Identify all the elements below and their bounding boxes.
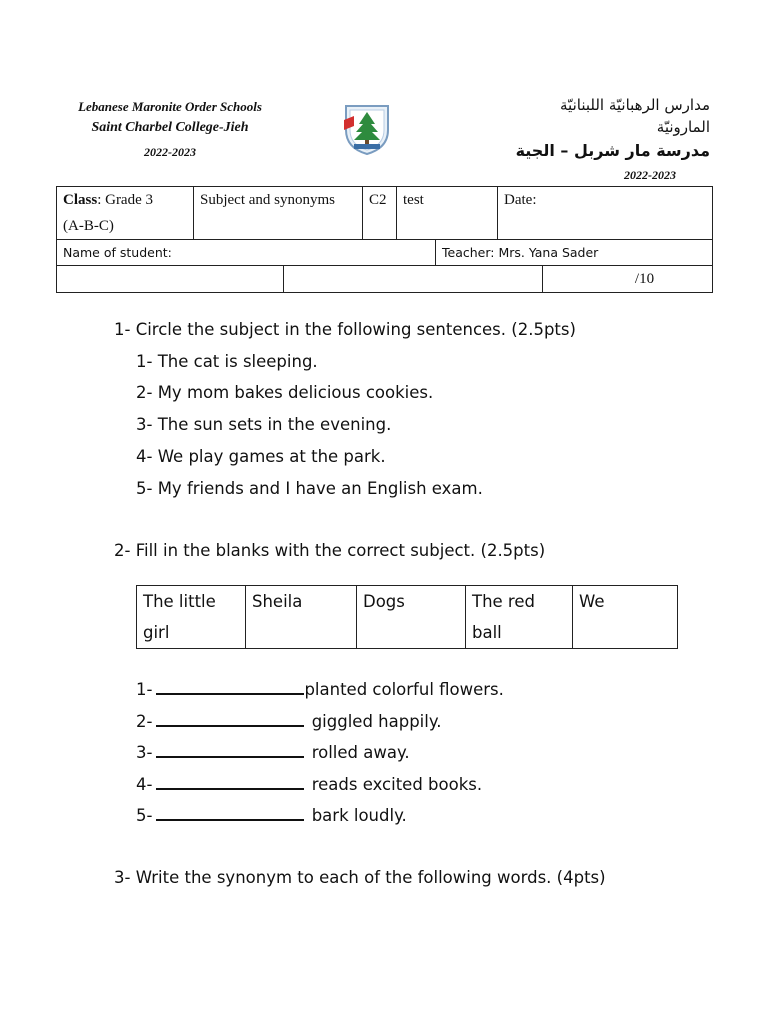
- answer-blank[interactable]: [156, 772, 304, 790]
- q1-sentence-4[interactable]: 4- We play games at the park.: [136, 447, 386, 466]
- q2-item-text: giggled happily.: [311, 712, 442, 731]
- class-label: Class: [63, 192, 98, 208]
- q2-item-3: [136, 740, 410, 762]
- school-year: 2022-2023: [144, 145, 196, 159]
- class-cell: [57, 187, 194, 240]
- q2-item-number: 1-: [136, 680, 153, 699]
- q2-item-2: [136, 709, 442, 731]
- q1-sentence-1[interactable]: 1- The cat is sleeping.: [136, 352, 318, 371]
- answer-blank[interactable]: [156, 740, 304, 758]
- date-cell[interactable]: Date:: [498, 187, 713, 240]
- q2-item-text: bark loudly.: [311, 806, 407, 825]
- student-name-cell[interactable]: Name of student:: [57, 240, 436, 266]
- order-name-arabic-cont: المارونيّة: [656, 118, 710, 136]
- q2-item-number: 5-: [136, 806, 153, 825]
- school-crest-icon: [340, 100, 394, 156]
- word-bank-item: We: [573, 586, 678, 649]
- word-bank-item: Sheila: [246, 586, 357, 649]
- q2-item-5: [136, 803, 407, 825]
- question-1-title: 1- Circle the subject in the following sentences. (2.5pts): [114, 320, 576, 339]
- q1-sentence-5[interactable]: 5- My friends and I have an English exam.: [136, 479, 483, 498]
- q2-item-text: rolled away.: [311, 743, 410, 762]
- info-table: [56, 186, 713, 240]
- answer-blank[interactable]: [156, 803, 304, 821]
- school-header-english: [56, 98, 284, 164]
- q1-sentence-3[interactable]: 3- The sun sets in the evening.: [136, 415, 392, 434]
- school-name-arabic: مدرسة مار شربل – الجية: [515, 141, 710, 160]
- q2-item-1: [136, 677, 504, 699]
- word-bank-item: The little girl: [137, 586, 246, 649]
- word-bank-table: [136, 585, 678, 649]
- q2-item-4: [136, 772, 482, 794]
- school-name: Saint Charbel College-Jieh: [91, 120, 249, 135]
- score-cell-1[interactable]: [57, 266, 284, 293]
- school-year-arabic: 2022-2023: [624, 168, 676, 182]
- q2-item-number: 2-: [136, 712, 153, 731]
- school-header-arabic: [470, 94, 710, 186]
- code-cell: C2: [363, 187, 397, 240]
- teacher-cell: Teacher: Mrs. Yana Sader: [436, 240, 713, 266]
- q2-item-text: reads excited books.: [311, 775, 483, 794]
- order-name: Lebanese Maronite Order Schools: [78, 99, 262, 114]
- question-2-title: 2- Fill in the blanks with the correct subject. (2.5pts): [114, 541, 546, 560]
- answer-blank[interactable]: [156, 709, 304, 727]
- score-row: [56, 265, 713, 293]
- q2-item-text: planted colorful flowers.: [304, 680, 504, 699]
- student-row: [56, 239, 713, 266]
- school-logo: [340, 100, 394, 156]
- word-bank-item: The red ball: [466, 586, 573, 649]
- subject-cell: Subject and synonyms: [194, 187, 363, 240]
- class-sections: (A-B-C): [63, 218, 114, 234]
- q2-item-number: 4-: [136, 775, 153, 794]
- score-cell-2[interactable]: [284, 266, 543, 293]
- q1-sentence-2[interactable]: 2- My mom bakes delicious cookies.: [136, 383, 434, 402]
- type-cell: test: [397, 187, 498, 240]
- answer-blank[interactable]: [156, 677, 304, 695]
- score-total: /10: [543, 266, 713, 293]
- order-name-arabic: مدارس الرهبانيّة اللبنانيّة: [560, 96, 710, 114]
- question-3-title: 3- Write the synonym to each of the following words. (4pts): [114, 868, 606, 887]
- class-value: : Grade 3: [97, 192, 153, 208]
- word-bank-item: Dogs: [357, 586, 466, 649]
- q2-item-number: 3-: [136, 743, 153, 762]
